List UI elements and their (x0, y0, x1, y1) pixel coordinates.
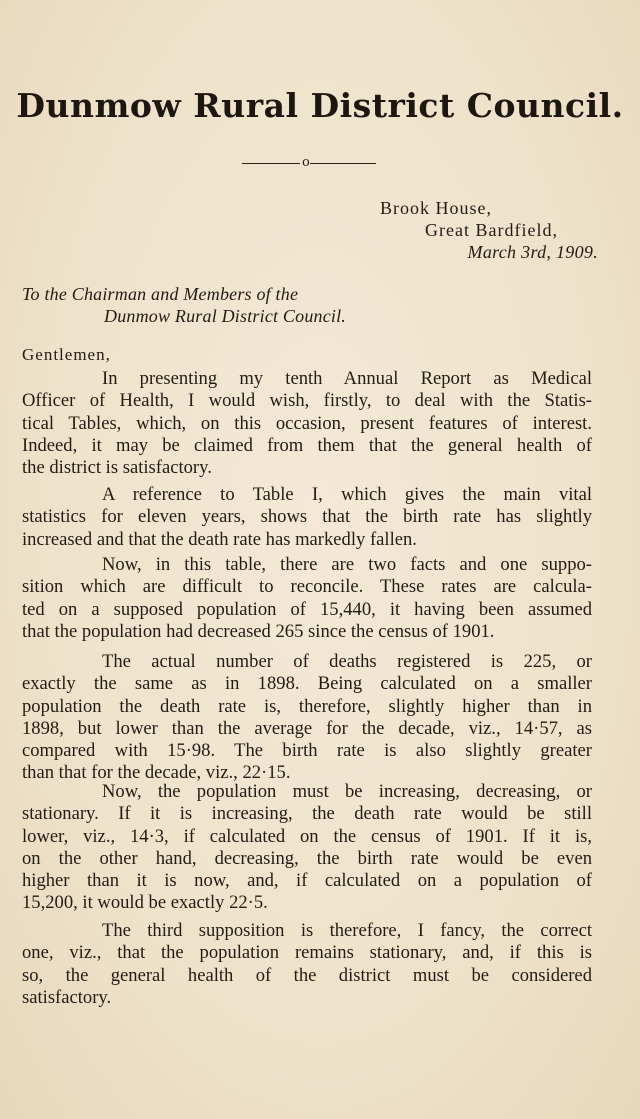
paragraph-line: compared with 15·98. The birth rate is also slightly greater (22, 740, 592, 762)
paragraph-3 (22, 554, 592, 643)
paragraph-line: one, viz., that the population remains stationary, and, if this is (22, 942, 592, 964)
letter-date: March 3rd, 1909. (467, 242, 598, 262)
paragraph-line: statistics for eleven years, shows that the birth rate has slightly (22, 506, 592, 528)
paragraph-line: population the death rate is, therefore, slightly higher than in (22, 695, 592, 717)
paragraph-line: sition which are difficult to reconcile. These rates are calcula- (22, 576, 592, 598)
paragraph-line: Officer of Health, I would wish, firstly, to deal with the Statis- (22, 390, 592, 412)
salutation-line-2: Dunmow Rural District Council. (104, 306, 347, 326)
paragraph-line: so, the general health of the district must be considered (22, 964, 592, 986)
paragraph-line: higher than it is now, and, if calculated on a population of (22, 870, 592, 892)
separator-mark: o (302, 155, 310, 170)
paragraph-line: Now, in this table, there are two facts and one suppo- (102, 554, 592, 575)
paragraph-line: 15,200, it would be exactly 22·5. (22, 892, 268, 914)
document-title: Dunmow Rural District Council. (16, 86, 624, 125)
paragraph-line: In presenting my tenth Annual Report as Medical (102, 368, 592, 389)
paragraph-2 (22, 484, 592, 551)
paragraph-line: the district is satisfactory. (22, 457, 212, 479)
paragraph-line: on the other hand, decreasing, the birth rate would be even (22, 847, 592, 869)
paragraph-line: increased and that the death rate has markedly fallen. (22, 528, 417, 550)
separator-line-left (242, 163, 300, 164)
paragraph-1 (22, 368, 592, 479)
paragraph-line: ted on a supposed population of 15,440, it having been assumed (22, 598, 592, 620)
paragraph-line: lower, viz., 14·3, if calculated on the census of 1901. If it is, (22, 825, 592, 847)
paragraph-line: tical Tables, which, on this occasion, present features of interest. (22, 412, 592, 434)
paragraph-line: A reference to Table I, which gives the main vital (102, 484, 592, 505)
paragraph-6 (22, 920, 592, 1009)
separator-line-right (310, 163, 376, 164)
paragraph-line: The actual number of deaths registered is 225, or (102, 651, 592, 672)
salutation-line-1: To the Chairman and Members of the (22, 284, 299, 304)
paragraph-line: than that for the decade, viz., 22·15. (22, 762, 291, 784)
paragraph-line: exactly the same as in 1898. Being calculated on a smaller (22, 673, 592, 695)
paragraph-4 (22, 651, 592, 785)
paragraph-line: that the population had decreased 265 since the census of 1901. (22, 620, 495, 642)
address-line-2: Great Bardfield, (425, 220, 558, 240)
paragraph-line: satisfactory. (22, 986, 112, 1008)
paragraph-line: Now, the population must be increasing, decreasing, or (102, 781, 592, 802)
title-separator (242, 156, 376, 170)
paragraph-5 (22, 781, 592, 915)
paragraph-line: stationary. If it is increasing, the death rate would be still (22, 803, 592, 825)
paragraph-line: The third supposition is therefore, I fancy, the correct (102, 920, 592, 941)
address-line-1: Brook House, (380, 198, 492, 218)
paragraph-line: 1898, but lower than the average for the decade, viz., 14·57, as (22, 717, 592, 739)
paragraph-line: Indeed, it may be claimed from them that the general health of (22, 434, 592, 456)
greeting: Gentlemen, (22, 345, 111, 364)
